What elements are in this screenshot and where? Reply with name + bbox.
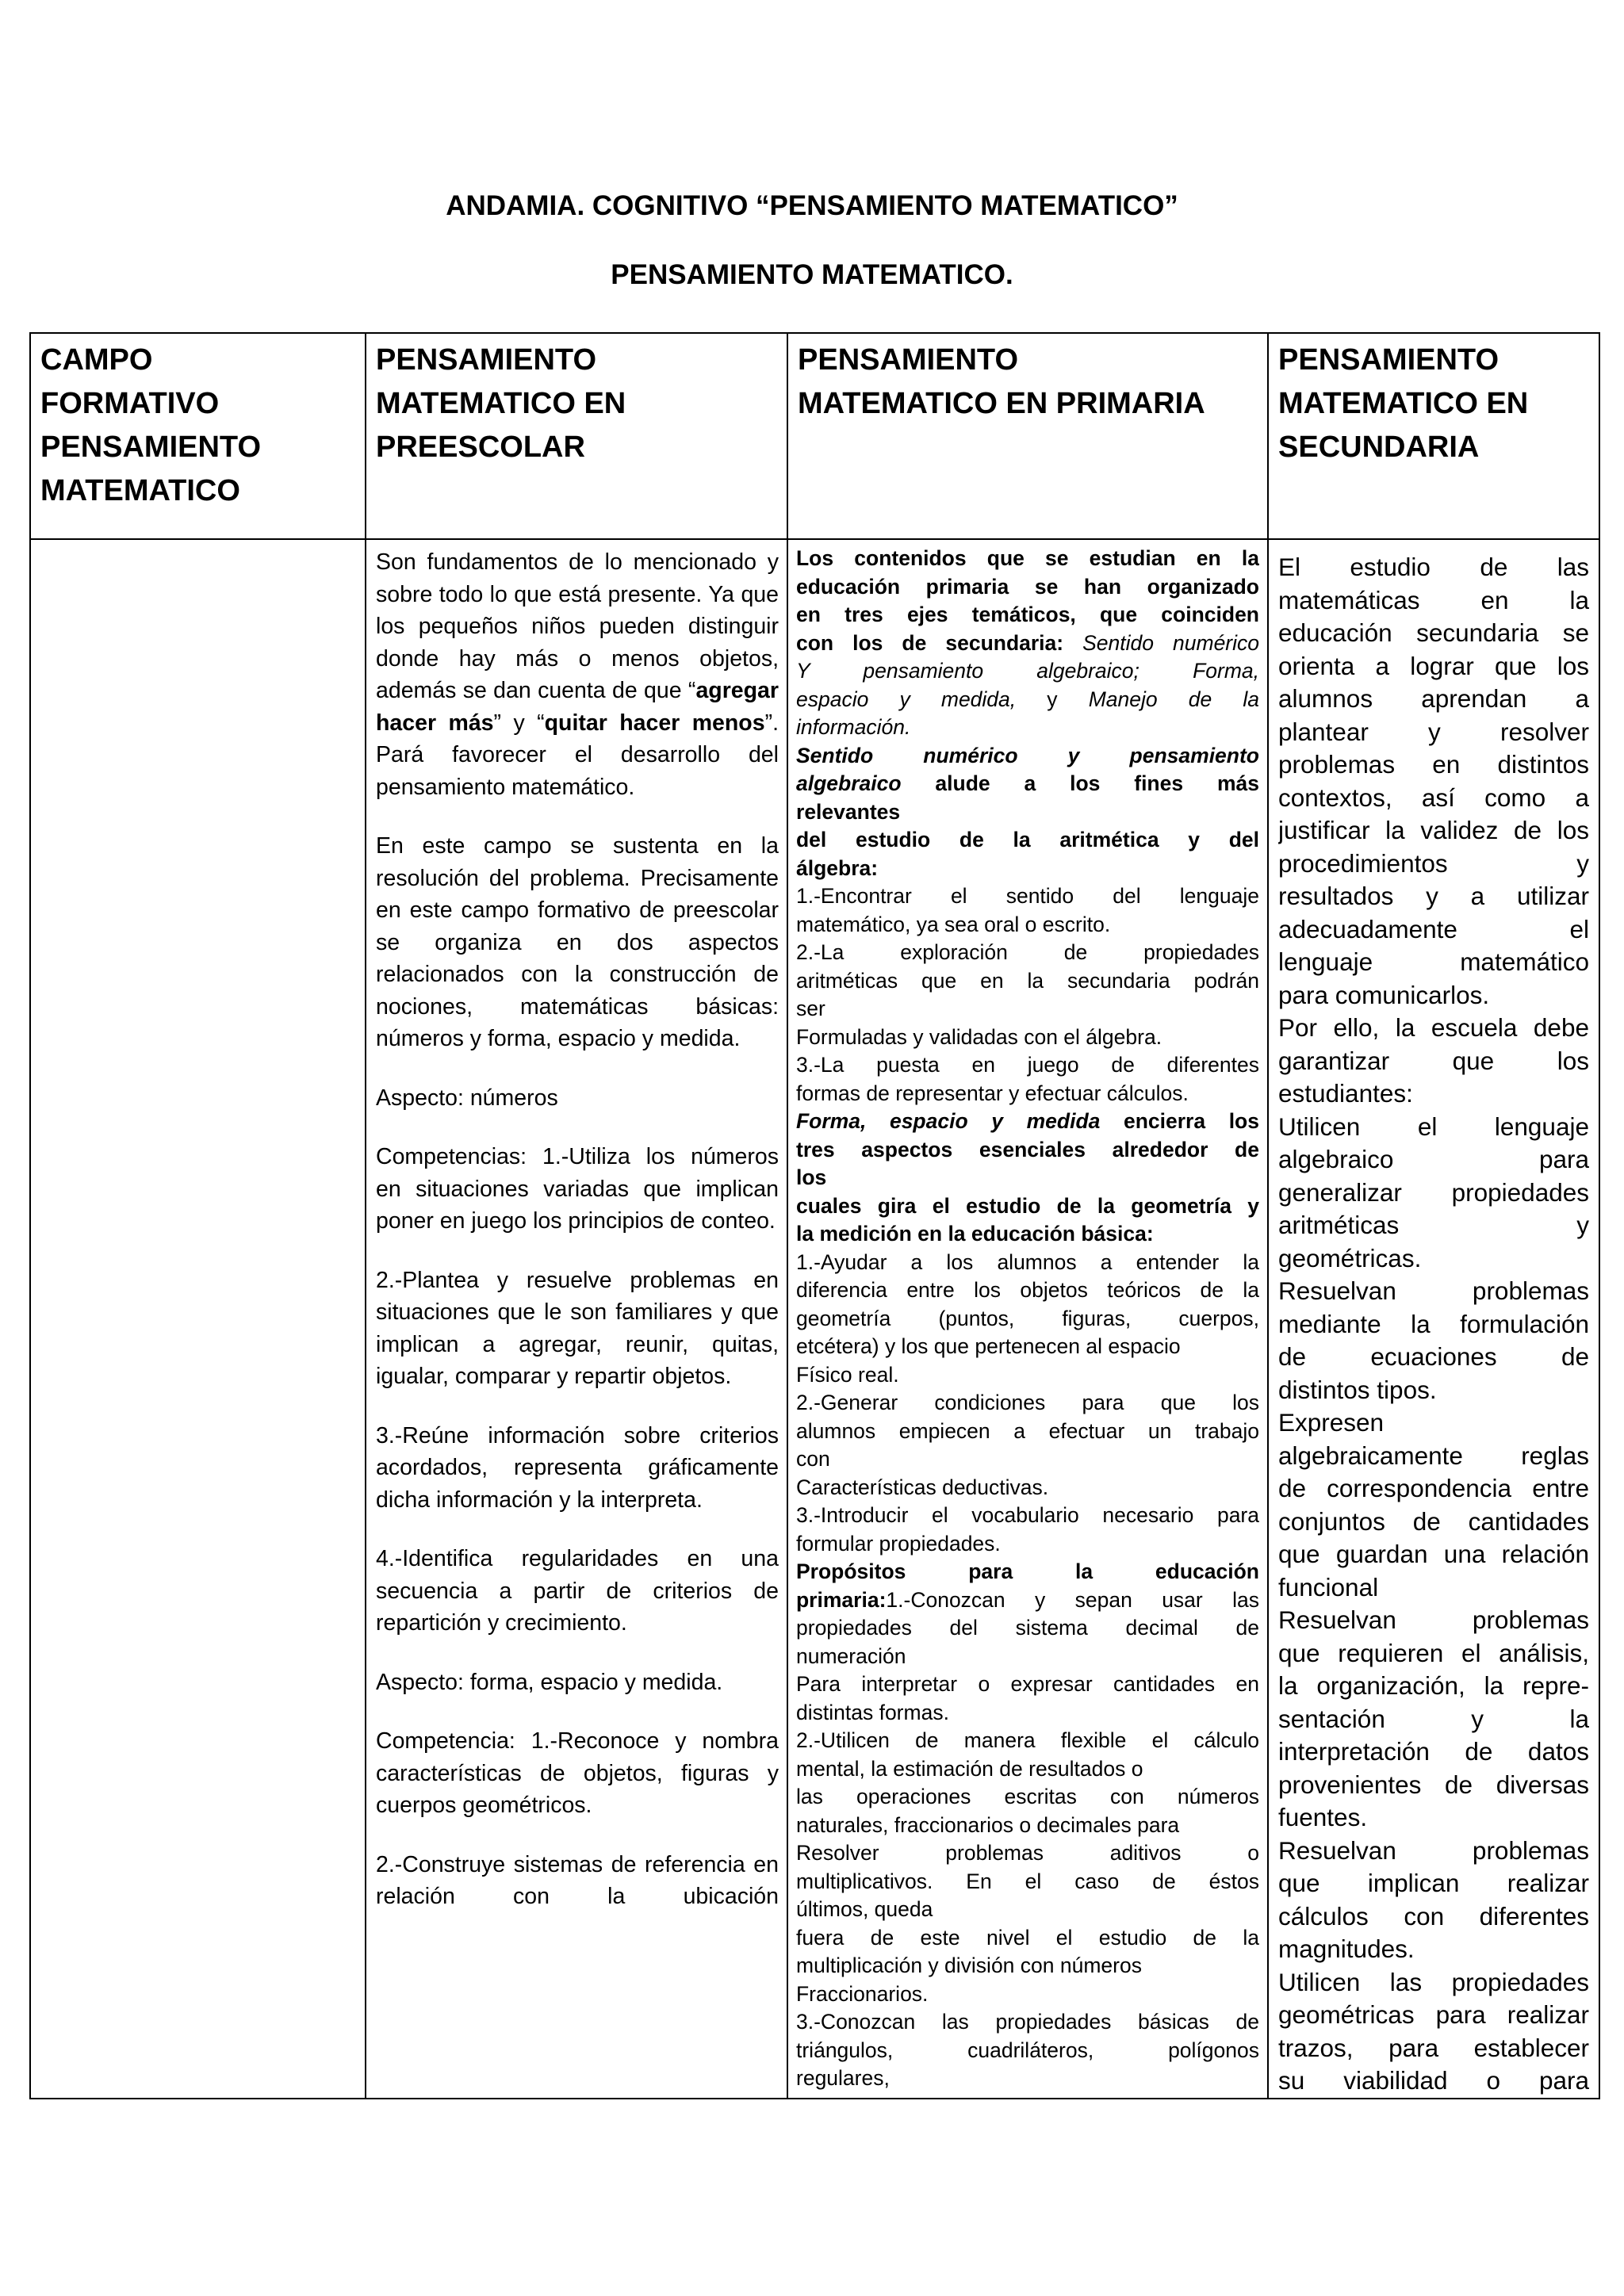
text-run: y	[1047, 687, 1089, 711]
secundaria-line: de ecuaciones de	[1278, 1342, 1589, 1371]
text-run: multiplicativos. En el caso de éstos	[796, 1869, 1259, 1893]
text-run: 1.-Encontrar el sentido del lenguaje	[796, 884, 1259, 908]
primaria-line	[796, 882, 1259, 911]
preescolar-paragraph: Aspecto: forma, espacio y medida.	[376, 1669, 723, 1695]
secundaria-line: garantizar que los	[1278, 1046, 1589, 1075]
header-line: PREESCOLAR	[376, 430, 585, 464]
primaria-line	[796, 1530, 1259, 1559]
text-run: álgebra:	[796, 855, 879, 880]
secundaria-line: distintos tipos.	[1278, 1375, 1437, 1404]
secundaria-line: adecuadamente el	[1278, 914, 1589, 943]
text-run: algebraico	[796, 771, 936, 795]
text-run: espacio y medida,	[796, 687, 1048, 711]
text-run: educación primaria se han organizado	[796, 574, 1259, 599]
primaria-line	[796, 1699, 1259, 1728]
primaria-line	[796, 939, 1259, 967]
secundaria-line: algebraicamente reglas	[1278, 1441, 1589, 1470]
primaria-line	[796, 1445, 1259, 1474]
text-run: la medición en la educación básica:	[796, 1222, 1154, 1246]
secundaria-line: Utilicen el lenguaje	[1278, 1112, 1589, 1141]
secundaria-line: de correspondencia entre	[1278, 1474, 1589, 1502]
secundaria-line: aritméticas y	[1278, 1211, 1589, 1239]
secundaria-line: Resuelvan problemas	[1278, 1835, 1589, 1865]
primaria-line	[796, 545, 1259, 573]
text-run: Sentido numérico	[1082, 630, 1259, 655]
primaria-line	[796, 2008, 1259, 2037]
secundaria-line: algebraico para	[1278, 1145, 1589, 1173]
header-secundaria	[1268, 333, 1599, 539]
secundaria-line: El estudio de las	[1278, 553, 1589, 581]
text-run: alumnos empiecen a efectuar un trabajo	[796, 1418, 1259, 1443]
text-run: naturales, fraccionarios o decimales para	[796, 1812, 1180, 1837]
text-run: Características deductivas.	[796, 1475, 1049, 1499]
text-run: información.	[796, 715, 911, 739]
primaria-line	[796, 1474, 1259, 1502]
secundaria-line: geométricas.	[1278, 1243, 1422, 1272]
text-run: ”. Pará favorecer el desarrollo del pensamiento matemático.	[376, 710, 779, 800]
primaria-line	[796, 1614, 1259, 1643]
secundaria-line: que requieren el análisis,	[1278, 1638, 1589, 1667]
header-line: PENSAMIENTO	[1278, 343, 1500, 377]
text-run: Propósitos para la educación	[796, 1559, 1259, 1583]
preescolar-paragraph: Aspecto: números	[376, 1085, 558, 1111]
preescolar-paragraph: 3.-Reúne información sobre criterios acordados, representa gráficamente dicha información y la interpreta.	[376, 1422, 779, 1513]
header-row	[30, 333, 1599, 539]
primaria-line	[796, 742, 1259, 771]
secundaria-line: orienta a lograr que los	[1278, 651, 1589, 680]
text-run: aritméticas que en la secundaria podrán	[796, 968, 1259, 993]
preescolar-paragraph	[376, 546, 779, 803]
header-primaria	[787, 333, 1268, 539]
primaria-line	[796, 1812, 1259, 1840]
primaria-line	[796, 1839, 1259, 1868]
primaria-line	[796, 1305, 1259, 1334]
text-run: 2.-Utilicen de manera flexible el cálculo	[796, 1728, 1259, 1752]
text-run: los	[796, 1165, 827, 1189]
primaria-line	[796, 1783, 1259, 1812]
secundaria-line: matemáticas en la	[1278, 585, 1589, 614]
document-title: ANDAMIA. COGNITIVO “PENSAMIENTO MATEMATICO”	[446, 190, 1178, 221]
primaria-line	[796, 1108, 1259, 1136]
primaria-line	[796, 1502, 1259, 1530]
primaria-line	[796, 995, 1259, 1024]
text-run: regulares,	[796, 2066, 890, 2090]
text-run: Forma, espacio y medida	[796, 1109, 1124, 1133]
header-line: SECUNDARIA	[1278, 430, 1480, 464]
text-run: ser	[796, 997, 825, 1020]
primaria-line	[796, 1755, 1259, 1784]
primaria-line	[796, 657, 1259, 686]
text-run: primaria:	[796, 1587, 887, 1612]
preescolar-cell	[366, 539, 787, 2099]
header-line: FORMATIVO	[40, 387, 220, 420]
primaria-line	[796, 686, 1259, 714]
primaria-line	[796, 1896, 1259, 1924]
secundaria-line: interpretación de datos	[1278, 1737, 1589, 1766]
primaria-line	[796, 1868, 1259, 1896]
secundaria-line: trazos, para establecer	[1278, 2033, 1589, 2062]
preescolar-paragraph: Competencias: 1.-Utiliza los números en situaciones variadas que implican poner en juego los principios de conteo.	[376, 1144, 779, 1234]
secundaria-line: estudiantes:	[1278, 1079, 1413, 1108]
text-run: distintas formas.	[796, 1700, 949, 1724]
text-run: Físico real.	[796, 1362, 899, 1387]
primaria-line	[796, 1024, 1259, 1052]
secundaria-line: Por ello, la escuela debe	[1278, 1013, 1589, 1042]
header-line: CAMPO	[40, 343, 153, 377]
primaria-line	[796, 1418, 1259, 1446]
text-run: numeración	[796, 1644, 906, 1668]
header-campo-formativo	[30, 333, 366, 539]
secundaria-line: lenguaje matemático	[1278, 947, 1589, 976]
secundaria-line: contextos, así como a	[1278, 783, 1589, 812]
text-run: relevantes	[796, 799, 901, 824]
text-run: tres aspectos esenciales alrededor de	[796, 1137, 1259, 1161]
text-run: 2.-Generar condiciones para que los	[796, 1391, 1259, 1414]
text-run: 1.-Conozcan y sepan usar las	[886, 1587, 1259, 1612]
secundaria-line: problemas en distintos	[1278, 750, 1589, 779]
text-run: ” y “	[493, 710, 545, 736]
bold-text-run: quitar hacer menos	[544, 710, 765, 736]
primaria-line	[796, 1333, 1259, 1361]
text-run: en tres ejes temáticos, que coinciden	[796, 603, 1259, 626]
text-run: Resolver problemas aditivos o	[796, 1841, 1259, 1865]
header-line: MATEMATICO	[40, 474, 240, 507]
text-run: mental, la estimación de resultados o	[796, 1756, 1143, 1781]
text-run: fuera de este nivel el estudio de la	[796, 1925, 1259, 1950]
primaria-line	[796, 1136, 1259, 1165]
text-run: encierra los	[1123, 1109, 1259, 1133]
primaria-line	[796, 798, 1259, 827]
text-run: matemático, ya sea oral o escrito.	[796, 912, 1111, 936]
text-run: cuales gira el estudio de la geometría y	[796, 1193, 1259, 1218]
text-run: Formuladas y validadas con el álgebra.	[796, 1024, 1162, 1049]
text-run: Manejo de la	[1088, 687, 1259, 711]
secundaria-line: fuentes.	[1278, 1803, 1368, 1831]
primaria-line	[796, 826, 1259, 855]
secundaria-line: generalizar propiedades	[1278, 1177, 1589, 1207]
primaria-line	[796, 1051, 1259, 1080]
secundaria-line: Expresen	[1278, 1408, 1385, 1437]
secundaria-line: la organización, la repre-	[1278, 1671, 1589, 1700]
text-run: etcétera) y los que pertenecen al espacio	[796, 1334, 1181, 1358]
text-run: del estudio de la aritmética y del	[796, 828, 1259, 851]
content-table	[29, 332, 1600, 2099]
secundaria-line: educación secundaria se	[1278, 618, 1589, 647]
text-run: multiplicación y división con números	[796, 1954, 1142, 1977]
text-run: con	[796, 1447, 830, 1471]
header-line: MATEMATICO EN PRIMARIA	[798, 387, 1205, 420]
header-line: MATEMATICO EN	[1278, 387, 1529, 420]
secundaria-line: resultados y a utilizar	[1278, 882, 1589, 910]
primaria-line	[796, 1249, 1259, 1277]
secundaria-line: alumnos aprendan a	[1278, 684, 1589, 713]
primaria-cell	[787, 539, 1268, 2099]
secundaria-line: funcional	[1278, 1572, 1379, 1601]
text-run: Y pensamiento algebraico; Forma,	[796, 659, 1259, 683]
secundaria-line: cálculos con diferentes	[1278, 1901, 1589, 1931]
primaria-line	[796, 1164, 1259, 1192]
text-run: últimos, queda	[796, 1897, 933, 1921]
primaria-line	[796, 1924, 1259, 1953]
secundaria-line: plantear y resolver	[1278, 717, 1589, 746]
text-run: 3.-Introducir el vocabulario necesario para	[796, 1503, 1259, 1527]
body-row	[30, 539, 1599, 2099]
secundaria-line: Utilicen las propiedades	[1278, 1967, 1589, 1996]
primaria-line	[796, 1080, 1259, 1108]
primaria-line	[796, 2064, 1259, 2093]
preescolar-paragraph: 2.-Plantea y resuelve problemas en situaciones que le son familiares y que implican a agregar, reunir, quitas, igualar, comparar y repartir objetos.	[376, 1267, 779, 1389]
preescolar-paragraph: En este campo se sustenta en la resolución del problema. Precisamente en este campo formativo de preescolar se organiza en dos aspectos relacionados con la construcción de nociones, matemáticas básicas: números y forma, espacio y medida.	[376, 833, 779, 1051]
text-run: con los de secundaria:	[796, 630, 1083, 655]
secundaria-line: su viabilidad o para	[1278, 2066, 1589, 2095]
primaria-line	[796, 629, 1259, 658]
primaria-line	[796, 2037, 1259, 2065]
primaria-line	[796, 601, 1259, 629]
header-line: PENSAMIENTO	[798, 343, 1019, 377]
text-run: Fraccionarios.	[796, 1981, 929, 2006]
primaria-line	[796, 1220, 1259, 1249]
header-line: PENSAMIENTO	[376, 343, 597, 377]
secundaria-line: provenientes de diversas	[1278, 1770, 1589, 1799]
secundaria-line: que implican realizar	[1278, 1869, 1589, 1897]
primaria-line	[796, 714, 1259, 742]
primaria-line	[796, 1670, 1259, 1699]
text-run: geometría (puntos, figuras, cuerpos,	[796, 1306, 1259, 1330]
secundaria-line: justificar la validez de los	[1278, 816, 1589, 844]
text-run: triángulos, cuadriláteros, polígonos	[796, 2038, 1259, 2062]
text-run: las operaciones escritas con números	[796, 1785, 1259, 1808]
header-line: PENSAMIENTO	[40, 430, 262, 464]
text-run: Sentido numérico y pensamiento	[796, 743, 1259, 767]
text-run: alude a los fines más	[935, 771, 1259, 795]
primaria-line	[796, 770, 1259, 798]
secundaria-line: geométricas para realizar	[1278, 2000, 1589, 2029]
primaria-line	[796, 1192, 1259, 1221]
text-run: 2.-La exploración de propiedades	[796, 940, 1259, 964]
secundaria-line: procedimientos y	[1278, 848, 1589, 878]
secundaria-line: que guardan una relación	[1278, 1540, 1589, 1568]
primaria-line	[796, 1586, 1259, 1615]
preescolar-paragraph: 4.-Identifica regularidades en una secuencia a partir de criterios de repartición y crecimiento.	[376, 1546, 779, 1636]
secundaria-line: magnitudes.	[1278, 1934, 1415, 1963]
primaria-line	[796, 911, 1259, 939]
campo-formativo-cell	[30, 539, 366, 2099]
text-run: 3.-La puesta en juego de diferentes	[796, 1053, 1259, 1077]
header-preescolar	[366, 333, 787, 539]
bold-text-run: agregar hacer más	[376, 678, 779, 736]
text-run: diferencia entre los objetos teóricos de la	[796, 1278, 1259, 1302]
preescolar-paragraph: 2.-Construye sistemas de referencia en relación con la ubicación	[376, 1851, 779, 1909]
secundaria-line: mediante la formulación	[1278, 1309, 1589, 1338]
primaria-line	[796, 855, 1259, 883]
secundaria-line: conjuntos de cantidades	[1278, 1506, 1589, 1536]
secundaria-line: Resuelvan problemas	[1278, 1276, 1589, 1305]
secundaria-line: sentación y la	[1278, 1704, 1589, 1733]
document-subtitle: PENSAMIENTO MATEMATICO.	[611, 259, 1013, 290]
secundaria-line: para comunicarlos.	[1278, 980, 1490, 1009]
primaria-line	[796, 1952, 1259, 1980]
header-line: MATEMATICO EN	[376, 387, 626, 420]
preescolar-paragraph: Competencia: 1.-Reconoce y nombra características de objetos, figuras y cuerpos geométricos.	[376, 1728, 779, 1818]
text-run: propiedades del sistema decimal de	[796, 1616, 1259, 1640]
primaria-line	[796, 967, 1259, 996]
primaria-line	[796, 1389, 1259, 1418]
primaria-line	[796, 1361, 1259, 1390]
primaria-line	[796, 1558, 1259, 1586]
primaria-line	[796, 1643, 1259, 1671]
text-run: formas de representar y efectuar cálculos.	[796, 1081, 1189, 1105]
text-run: Los contenidos que se estudian en la	[796, 546, 1259, 570]
primaria-line	[796, 1276, 1259, 1305]
primaria-line	[796, 573, 1259, 602]
primaria-line	[796, 1727, 1259, 1755]
secundaria-cell	[1268, 539, 1599, 2099]
primaria-line	[796, 1980, 1259, 2009]
text-run: 1.-Ayudar a los alumnos a entender la	[796, 1249, 1259, 1274]
text-run: Para interpretar o expresar cantidades en	[796, 1672, 1259, 1696]
text-run: Son fundamentos de lo mencionado y sobre todo lo que está presente. Ya que los pequeños niños pueden distinguir donde hay más o menos objetos, además se dan cuenta de que “	[376, 549, 779, 703]
text-run: 3.-Conozcan las propiedades básicas de	[796, 2010, 1259, 2034]
text-run: formular propiedades.	[796, 1531, 1001, 1556]
secundaria-line: Resuelvan problemas	[1278, 1605, 1589, 1634]
